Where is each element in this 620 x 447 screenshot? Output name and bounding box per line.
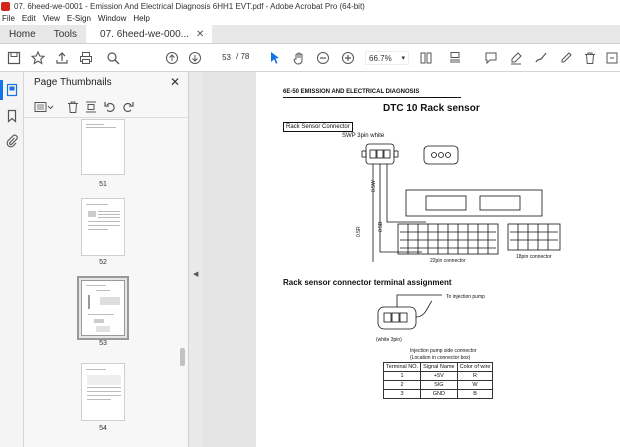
- zoom-in-icon[interactable]: [339, 49, 357, 67]
- total-pages: 78: [240, 52, 250, 61]
- select-cursor-icon[interactable]: [266, 49, 284, 67]
- thumbnails-toolbar: [24, 96, 189, 118]
- location-caption: (Location in connector box): [410, 355, 471, 361]
- panel-splitter[interactable]: [189, 72, 203, 447]
- menu-esign[interactable]: E-Sign: [66, 14, 91, 23]
- menu-help[interactable]: Help: [133, 14, 150, 23]
- table-cell: B: [457, 390, 493, 399]
- print-icon[interactable]: [77, 49, 95, 67]
- thumbnail-label: 51: [99, 181, 107, 188]
- wire-label-r: 0.5R: [356, 226, 362, 237]
- thumbnails-title: Page Thumbnails: [34, 77, 112, 88]
- table-cell: +5V: [421, 372, 458, 381]
- wire-label-w: 0.5W: [371, 180, 377, 192]
- table-header-row: [384, 363, 493, 372]
- pump-side-caption: Injection pump side connector: [410, 348, 477, 354]
- tab-document-label: 07. 6heed-we-000...: [100, 28, 189, 40]
- toolbar: [0, 44, 620, 72]
- share-icon[interactable]: [603, 49, 620, 67]
- previous-page-icon[interactable]: [163, 49, 181, 67]
- dtc-title: DTC 10 Rack sensor: [383, 103, 480, 114]
- scrollbar-thumb[interactable]: [180, 348, 185, 366]
- thumbnail-label: 52: [99, 259, 107, 266]
- thumbnail-page-52[interactable]: [81, 198, 125, 256]
- tab-home[interactable]: [0, 25, 45, 43]
- highlight-pen-icon[interactable]: [507, 49, 525, 67]
- delete-icon[interactable]: [581, 49, 599, 67]
- page-section-header: 6E-50 EMISSION AND ELECTRICAL DIAGNOSIS: [283, 89, 420, 95]
- thumbnail-page-54[interactable]: [81, 363, 125, 421]
- window-title: 07. 6heed-we-0001 - Emission And Electrical Diagnosis 6HH1 EVT.pdf - Adobe Acrobat Pro (64-bit): [14, 1, 365, 11]
- table-header: Signal Name: [421, 363, 458, 372]
- bookmarks-icon[interactable]: [5, 109, 19, 123]
- draw-tool-icon[interactable]: [532, 49, 550, 67]
- menu-view[interactable]: View: [42, 14, 60, 23]
- table-row: [384, 381, 493, 390]
- scroll-mode-icon[interactable]: [446, 49, 464, 67]
- hand-tool-icon[interactable]: [290, 49, 308, 67]
- bookmark-star-icon[interactable]: [29, 49, 47, 67]
- table-cell: GND: [421, 390, 458, 399]
- delete-page-icon[interactable]: [66, 100, 80, 114]
- menu-bar: [0, 12, 620, 25]
- table-cell: 3: [384, 390, 421, 399]
- wiring-diagram: [256, 72, 620, 272]
- table-cell: W: [457, 381, 493, 390]
- comment-icon[interactable]: [482, 49, 500, 67]
- upload-icon[interactable]: [53, 49, 71, 67]
- tab-tools-label: Tools: [53, 28, 78, 40]
- table-header: Color of wire: [457, 363, 493, 372]
- page-layout-icon[interactable]: [417, 49, 435, 67]
- page-number-input[interactable]: 53: [208, 51, 234, 65]
- menu-edit[interactable]: Edit: [21, 14, 36, 23]
- table-cell: 2: [384, 381, 421, 390]
- attachments-icon[interactable]: [5, 134, 19, 148]
- title-bar: [0, 0, 620, 12]
- close-icon[interactable]: ✕: [196, 28, 205, 40]
- document-viewport[interactable]: [203, 72, 620, 447]
- zoom-level-select[interactable]: [365, 51, 409, 65]
- thumbnail-scrollbar[interactable]: [179, 119, 186, 447]
- pdf-page: [256, 72, 620, 447]
- next-page-icon[interactable]: [186, 49, 204, 67]
- tab-home-label: Home: [9, 28, 36, 40]
- connector-box-label: Rack Sensor Connector: [283, 122, 353, 132]
- page-thumbnails-icon[interactable]: [5, 83, 19, 97]
- menu-window[interactable]: Window: [97, 14, 127, 23]
- page-count: [236, 52, 249, 61]
- tab-bar: [0, 25, 620, 44]
- thumbnail-page-51[interactable]: [81, 119, 125, 175]
- connector-18pin-label: 18pin connector: [516, 254, 552, 260]
- collapse-arrow-icon[interactable]: ◀: [193, 271, 199, 278]
- table-header: Terminal NO.: [384, 363, 421, 372]
- to-injection-pump-label: To injection pump: [446, 294, 485, 300]
- thumbnails-panel: [24, 72, 189, 447]
- save-icon[interactable]: [5, 49, 23, 67]
- thumbnail-list: [24, 119, 179, 447]
- thumbnail-label: 54: [99, 425, 107, 432]
- close-panel-icon[interactable]: ✕: [169, 75, 180, 89]
- rotate-left-icon[interactable]: [103, 100, 117, 114]
- table-cell: SIG: [421, 381, 458, 390]
- left-nav-rail: [0, 72, 24, 447]
- wire-label-b: 0.5B: [378, 221, 384, 232]
- table-cell: 1: [384, 372, 421, 381]
- sign-icon[interactable]: [557, 49, 575, 67]
- thumbnail-options-icon[interactable]: [34, 100, 54, 114]
- tab-document[interactable]: [86, 25, 212, 43]
- table-cell: R: [457, 372, 493, 381]
- active-indicator: [0, 80, 3, 100]
- search-icon[interactable]: [104, 49, 122, 67]
- thumbnail-label: 53: [99, 340, 107, 347]
- menu-file[interactable]: File: [2, 14, 15, 23]
- chevron-down-icon: ▾: [401, 55, 405, 62]
- swp-label: SWP 3pin white: [342, 133, 385, 139]
- zoom-level-value: 66.7%: [369, 54, 392, 63]
- table-row: [384, 390, 493, 399]
- thumbnail-page-53[interactable]: [81, 280, 125, 336]
- extract-page-icon[interactable]: [84, 100, 98, 114]
- rotate-right-icon[interactable]: [121, 100, 135, 114]
- zoom-out-icon[interactable]: [314, 49, 332, 67]
- terminal-assignment-heading: Rack sensor connector terminal assignment: [283, 278, 452, 287]
- table-row: [384, 372, 493, 381]
- tab-tools[interactable]: [45, 25, 86, 43]
- terminal-table: [383, 362, 493, 399]
- page-separator: /: [236, 52, 239, 61]
- connector-22pin-label: 22pin connector: [430, 258, 466, 264]
- acrobat-app-icon: [1, 2, 10, 11]
- white-3pin-label: (white 3pin): [376, 337, 402, 343]
